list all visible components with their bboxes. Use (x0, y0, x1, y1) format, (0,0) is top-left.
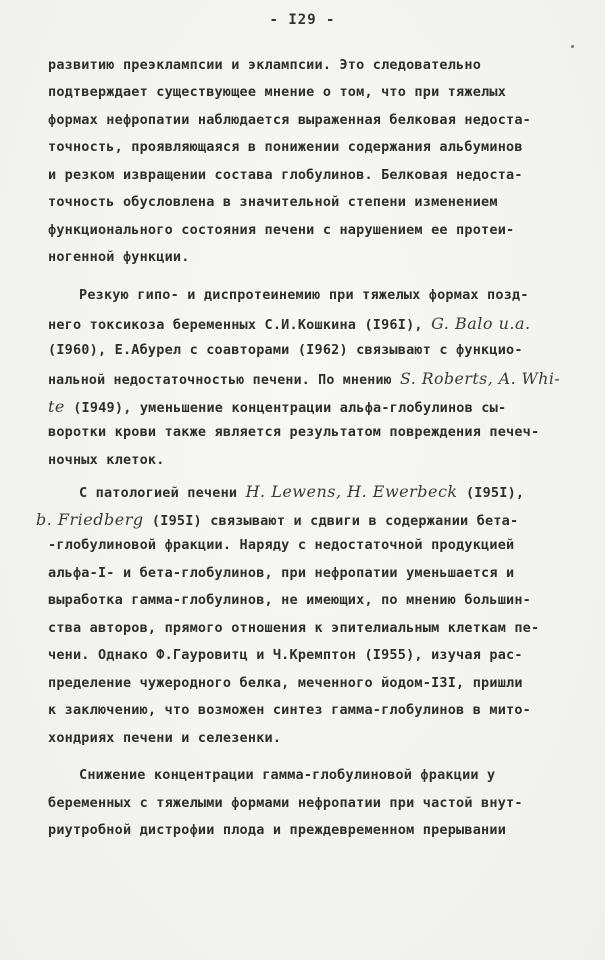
paragraph-start-line: Снижение концентрации гамма-глобулиновой фракции у (79, 767, 496, 783)
text-line: и резком извращении состава глобулинов. Белковая недоста- (48, 167, 523, 183)
text-line: -глобулиновой фракции. Наряду с недостаточной продукцией (48, 537, 515, 553)
text-line: b. Friedberg (I95I) связывают и сдвиги в содержании бета- (36, 510, 519, 529)
text-line: альфа-I- и бета-глобулинов, при нефропатии уменьшается и (48, 565, 515, 581)
handwritten-author: S. Roberts, A. Whi- (400, 369, 561, 388)
text-line: хондриях печени и селезенки. (48, 730, 282, 746)
text-line: развитию преэклампсии и эклампсии. Это следовательно (48, 57, 482, 73)
text-line: (I960), Е.Абурел с соавторами (I962) связывают с функцио- (48, 342, 523, 358)
handwritten-author: H. Lewens, H. Ewerbeck (245, 482, 458, 501)
handwritten-author: G. Balo u.a. (431, 314, 531, 333)
text-line: формах нефропатии наблюдается выраженная белковая недоста- (48, 112, 532, 128)
paragraph-start-line: С патологией печени H. Lewens, H. Ewerbeck (I95I), (79, 482, 525, 501)
page-number: - I29 - (269, 12, 336, 28)
text-line: чени. Однако Ф.Гауровитц и Ч.Кремптон (I955), изучая рас- (48, 647, 523, 663)
text-line: выработка гамма-глобулинов, не имеющих, по мнению большин- (48, 592, 532, 608)
text-line: него токсикоза беременных С.И.Кошкина (I96I), G. Balo u.a. (48, 314, 531, 333)
text-line: риутробной дистрофии плода и преждевременном прерывании (48, 822, 507, 838)
text-line: te (I949), уменьшение концентрации альфа-глобулинов сы- (48, 397, 507, 416)
scan-speck (571, 45, 574, 48)
text-line: функционального состояния печени с нарушением ее протеи- (48, 222, 515, 238)
text-line: воротки крови также является результатом повреждения печеч- (48, 424, 540, 440)
handwritten-author: te (48, 397, 65, 416)
text-line: точность обусловлена в значительной степени изменением (48, 194, 498, 210)
text-line: подтверждает существующее мнение о том, что при тяжелых (48, 84, 507, 100)
text-line: ночных клеток. (48, 452, 165, 468)
text-line: ногенной функции. (48, 249, 190, 265)
paragraph-start-line: Резкую гипо- и диспротеинемию при тяжелых формах позд- (79, 287, 529, 303)
text-line: точность, проявляющаяся в понижении содержания альбуминов (48, 139, 523, 155)
text-line: пределение чужеродного белка, меченного йодом-I3I, пришли (48, 675, 523, 691)
text-line: ства авторов, прямого отношения к эпителиальным клеткам пе- (48, 620, 540, 636)
text-line: нальной недостаточностью печени. По мнению S. Roberts, A. Whi- (48, 369, 561, 388)
handwritten-author: b. Friedberg (36, 510, 144, 529)
text-line: беременных с тяжелыми формами нефропатии при частой внут- (48, 795, 523, 811)
text-line: к заключению, что возможен синтез гамма-глобулинов в мито- (48, 702, 532, 718)
